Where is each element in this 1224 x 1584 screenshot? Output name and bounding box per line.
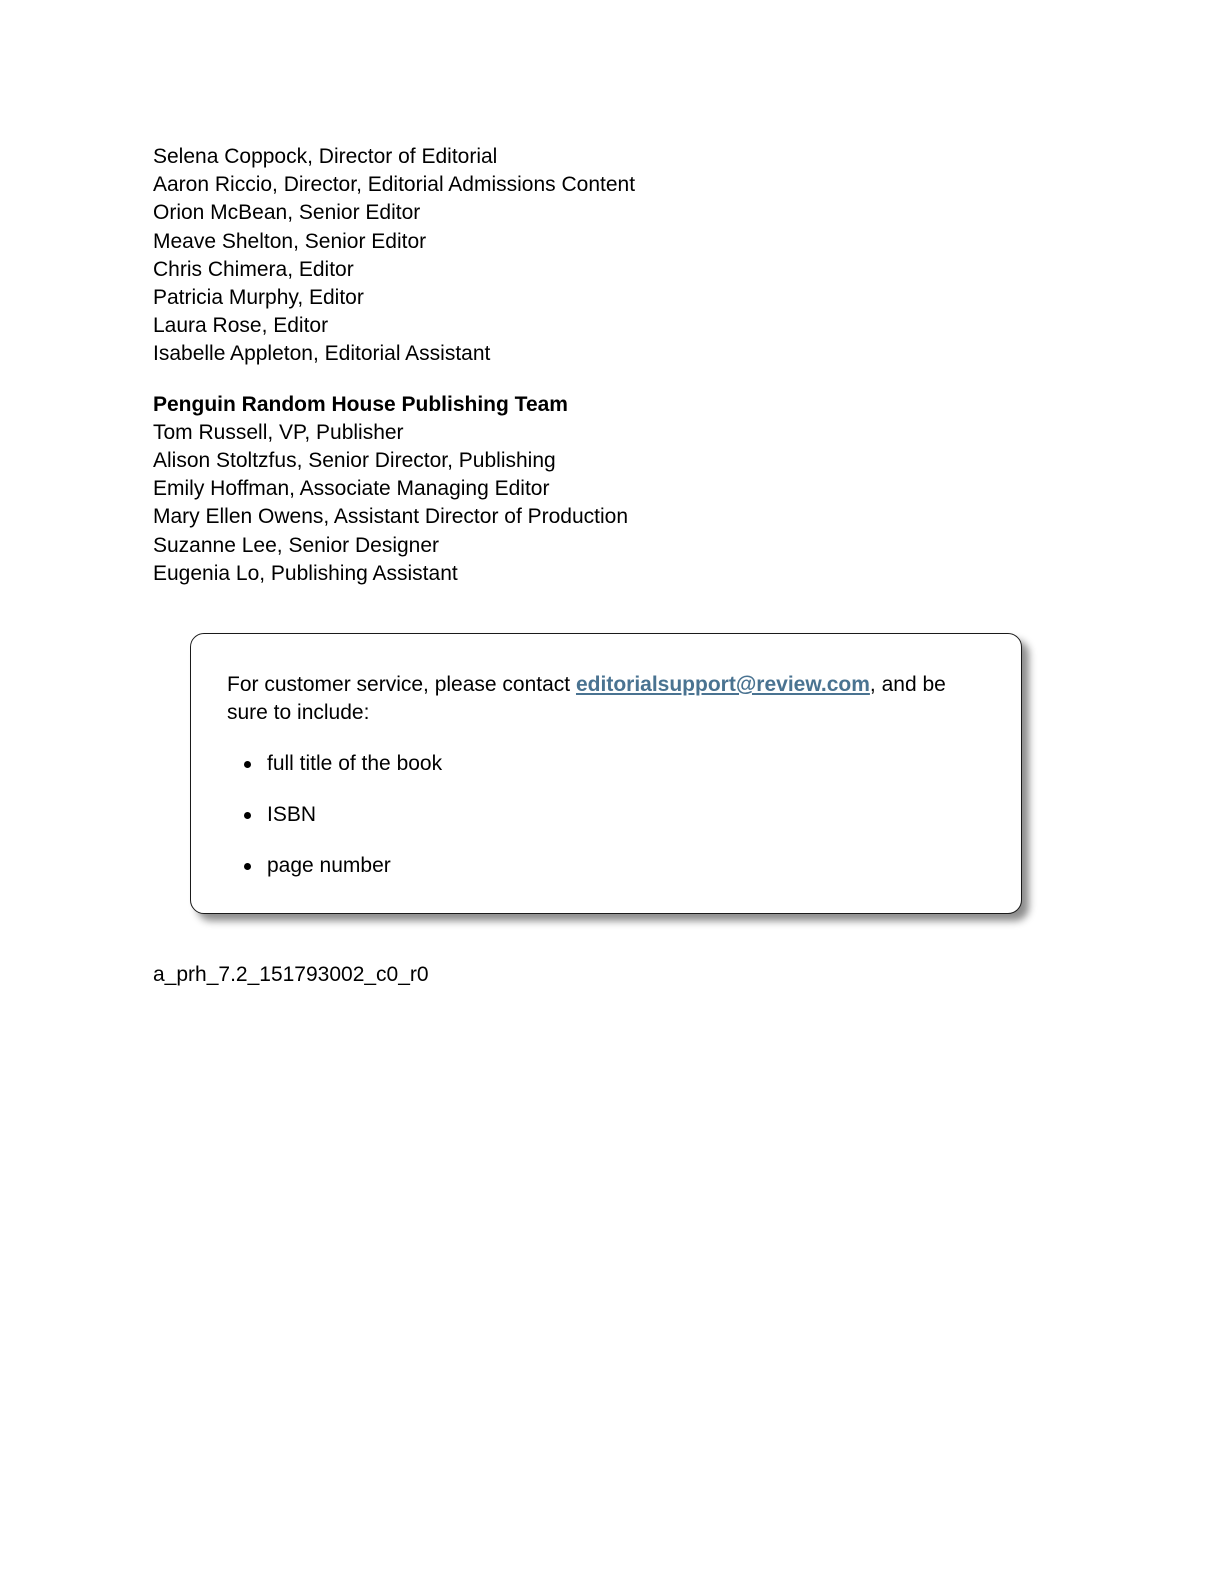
editorial-team-member: Selena Coppock, Director of Editorial	[153, 145, 498, 168]
editorial-team-member: Patricia Murphy, Editor	[153, 286, 364, 310]
editorial-team-member: Chris Chimera, Editor	[153, 257, 354, 281]
editorial-team-member: Laura Rose, Editor	[153, 314, 329, 338]
publishing-team-member: Alison Stoltzfus, Senior Director, Publishing	[153, 449, 556, 473]
editorial-team-member: Orion McBean, Senior Editor	[153, 201, 421, 225]
editorial-team-member: Meave Shelton, Senior Editor	[153, 229, 427, 253]
publishing-team-member: Emily Hoffman, Associate Managing Editor	[153, 477, 550, 501]
publishing-team-member: Mary Ellen Owens, Assistant Director of Production	[153, 505, 629, 529]
list-item-label: ISBN	[267, 803, 317, 826]
list-item-label: page number	[267, 854, 391, 877]
list-item-label: full title of the book	[267, 752, 443, 775]
list-item	[241, 852, 442, 880]
publishing-team-heading: Penguin Random House Publishing Team	[153, 392, 568, 416]
credits-page	[153, 143, 1073, 588]
list-item	[241, 750, 442, 778]
required-info-list	[241, 750, 442, 903]
customer-service-intro-end: , and be sure to include:	[227, 673, 946, 725]
customer-service-intro: For customer service, please contact	[227, 673, 576, 696]
support-email-link[interactable]: editorialsupport@review.com	[575, 673, 870, 696]
customer-service-text	[227, 671, 987, 727]
section-spacer	[153, 369, 1073, 391]
bullet-icon	[244, 812, 251, 819]
editorial-team-member: Isabelle Appleton, Editorial Assistant	[153, 342, 491, 366]
list-item	[241, 801, 442, 829]
bullet-icon	[244, 761, 251, 768]
bullet-icon	[244, 863, 251, 870]
customer-service-box	[190, 633, 1022, 914]
editorial-team-member: Aaron Riccio, Director, Editorial Admissions Content	[153, 173, 636, 197]
publishing-team-member: Eugenia Lo, Publishing Assistant	[153, 561, 458, 585]
publishing-team-member: Suzanne Lee, Senior Designer	[153, 533, 440, 557]
document-id: a_prh_7.2_151793002_c0_r0	[153, 963, 429, 986]
publishing-team-member: Tom Russell, VP, Publisher	[153, 420, 404, 444]
